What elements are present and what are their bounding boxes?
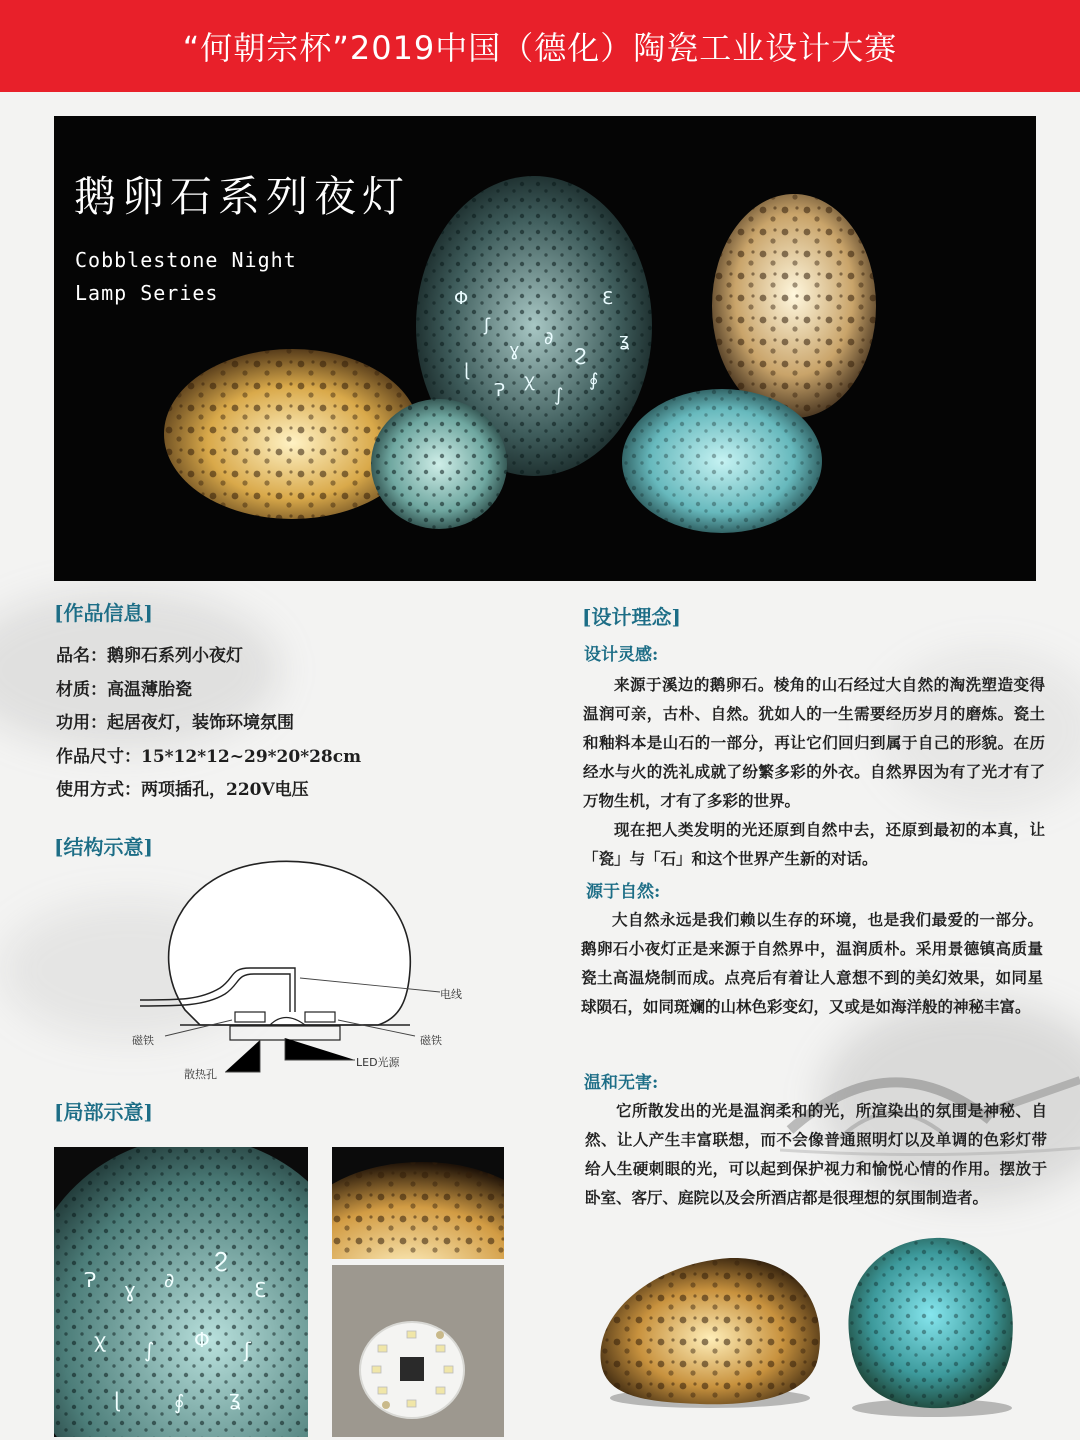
hero-glyph: ɭ — [464, 360, 470, 381]
info-row-usage: 使用方式：两项插孔，220V电压 — [56, 780, 309, 800]
nature-title: 源于自然: — [586, 882, 661, 902]
hero-glyph: ∂ — [544, 328, 554, 349]
svg-text:ꭓ: ꭓ — [94, 1328, 106, 1352]
hero-glyph: Φ — [454, 288, 469, 309]
svg-text:ʓ: ʓ — [229, 1386, 241, 1410]
label-wire: 电线 — [440, 988, 462, 1001]
info-row-name: 品名：鹅卵石系列小夜灯 — [56, 646, 243, 666]
label-led: LED光源 — [356, 1056, 400, 1069]
info-row-material: 材质：高温薄胎瓷 — [56, 679, 192, 700]
competition-banner — [0, 0, 1080, 92]
detail-photo-glyph-lamp — [54, 1147, 308, 1437]
detail-led-board-drawing — [332, 1265, 504, 1437]
hero-title-english — [75, 244, 297, 310]
inspiration-paragraph-2: 现在把人类发明的光还原到自然中去，还原到最初的本真，让「瓷」与「石」和这个世界产生新的对话。 — [583, 820, 1045, 868]
hero-glyph: ∮ — [589, 370, 599, 391]
hero-glyph: Ɛ — [602, 288, 614, 309]
detail-glyph-lamp-drawing — [54, 1147, 308, 1437]
product-warm-lamp-drawing — [590, 1248, 828, 1418]
svg-text:∮: ∮ — [174, 1390, 185, 1414]
info-row-function: 功用：起居夜灯，装饰环境氛围 — [56, 713, 294, 733]
structure-diagram-drawing — [110, 860, 480, 1085]
detail-heading: [局部示意] — [54, 1100, 153, 1124]
detail-photo-led-board — [332, 1265, 504, 1437]
label-vent: 散热孔 — [184, 1068, 217, 1081]
hero-glyph: Ɂ — [494, 380, 505, 401]
hero-glyph: ɣ — [509, 340, 520, 361]
svg-text:ɣ: ɣ — [124, 1278, 136, 1302]
hero-glyph: ʃ — [484, 315, 491, 336]
competition-title: “何朝宗杯”2019中国（德化）陶瓷工业设计大赛 — [182, 29, 898, 67]
product-photo-blue-lamp — [840, 1232, 1020, 1422]
svg-text:Ɛ: Ɛ — [254, 1278, 267, 1302]
detail-photo-warm-texture — [332, 1147, 504, 1259]
svg-text:Φ: Φ — [194, 1328, 210, 1352]
svg-text:∂: ∂ — [164, 1268, 175, 1292]
hero-glyph: ʓ — [619, 330, 630, 351]
inspiration-title: 设计灵感: — [584, 645, 659, 665]
label-magnet-right: 磁铁 — [420, 1034, 442, 1047]
svg-text:∫: ∫ — [144, 1338, 155, 1362]
harmless-title: 温和无害: — [584, 1073, 659, 1093]
label-magnet-left: 磁铁 — [132, 1034, 154, 1047]
design-heading: [设计理念] — [582, 605, 681, 629]
hero-title-chinese: 鹅卵石系列夜灯 — [74, 172, 411, 221]
nature-paragraph: 大自然永远是我们赖以生存的环境，也是我们最爱的一部分。鹅卵石小夜灯正是来源于自然界中，温润质朴。采用景德镇高质量瓷土高温烧制而成。点亮后有着让人意想不到的美幻效果，如同星球陨石，如同斑斓的山林色彩变幻，又或是如海洋般的神秘丰富。 — [581, 910, 1043, 1016]
structure-diagram — [110, 860, 480, 1085]
hero-glyph: ∫ — [554, 385, 564, 406]
structure-heading: [结构示意] — [54, 835, 153, 859]
hero-title-english-line2: Lamp Series — [75, 281, 219, 305]
svg-text:Ɂ: Ɂ — [84, 1268, 97, 1292]
work-info-heading: [作品信息] — [54, 601, 153, 625]
hero-title-english-line1: Cobblestone Night — [75, 248, 297, 272]
hero-photo — [54, 116, 1036, 581]
product-photo-warm-lamp — [590, 1248, 828, 1418]
harmless-paragraph: 它所散发出的光是温润柔和的光，所渲染出的氛围是神秘、自然、让人产生丰富联想，而不会像普通照明灯以及单调的色彩灯带给人生硬刺眼的光，可以起到保护视力和愉悦心情的作用。摆放于卧室、客厅、庭院以及会所酒店都是很理想的氛围制造者。 — [585, 1101, 1047, 1207]
hero-glyph: ꭓ — [524, 370, 534, 391]
detail-warm-texture-drawing — [332, 1147, 504, 1259]
product-blue-lamp-drawing — [840, 1232, 1020, 1422]
svg-text:Ϩ: Ϩ — [214, 1248, 228, 1272]
work-info-list — [56, 640, 526, 808]
inspiration-paragraph-1: 来源于溪边的鹅卵石。棱角的山石经过大自然的淘洗塑造变得温润可亲，古朴、自然。犹如人的一生需要经历岁月的磨炼。瓷土和釉料本是山石的一部分，再让它们回归到属于自己的形貌。在历经水与火的洗礼成就了纷繁多彩的外衣。自然界因为有了光才有了万物生机，才有了多彩的世界。 — [583, 675, 1045, 810]
info-row-size: 作品尺寸：15*12*12~29*20*28cm — [56, 746, 362, 767]
svg-text:ɭ: ɭ — [114, 1388, 120, 1412]
hero-glyph: Ϩ — [574, 345, 587, 366]
svg-text:ʃ: ʃ — [244, 1338, 251, 1362]
